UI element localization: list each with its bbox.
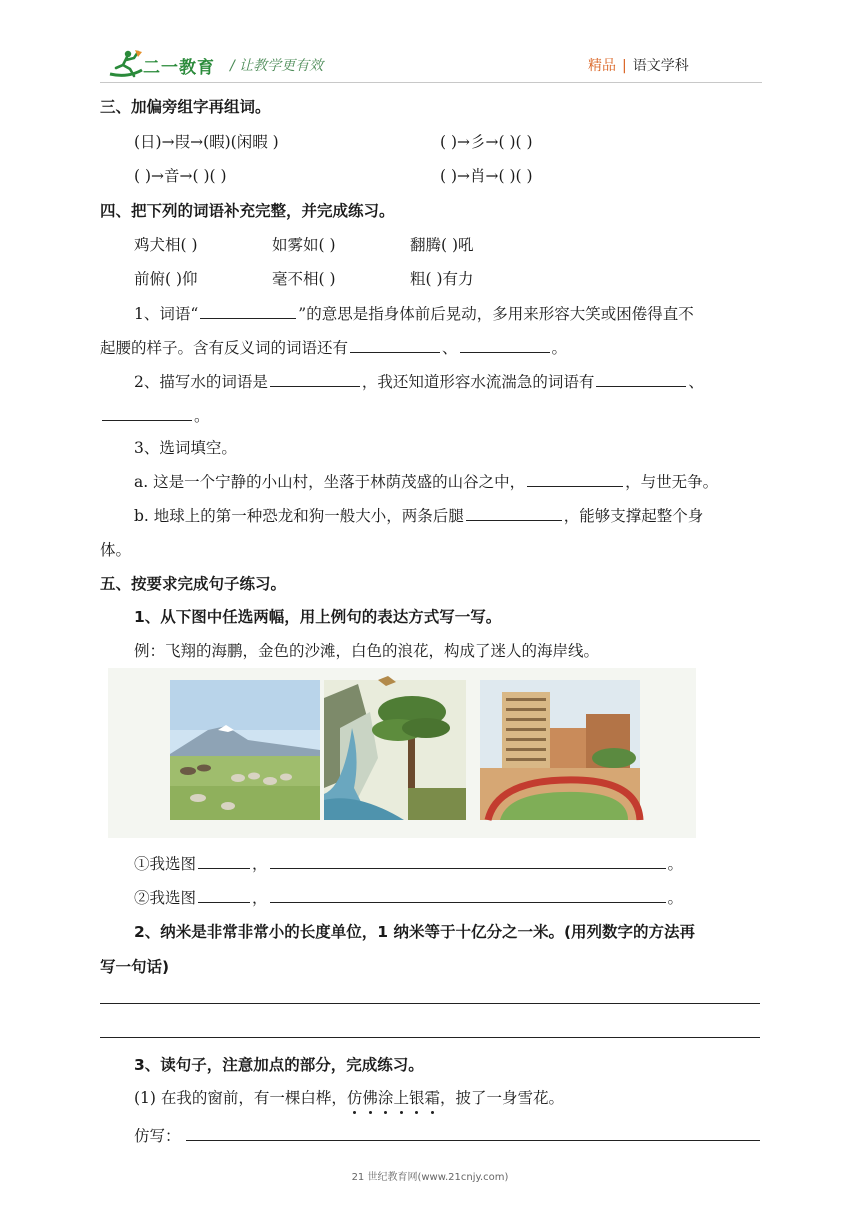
sentence-1 [134, 1086, 564, 1108]
answer-blank[interactable] [270, 887, 666, 904]
waterfall-picture [324, 676, 466, 820]
answer-blank[interactable] [198, 853, 250, 870]
section3-row2-right: ( )→肖→( )( ) [440, 167, 533, 185]
q4-3b-text: b. 地球上的第一种恐龙和狗一般大小，两条后腿 [134, 507, 464, 525]
word-item: 如雾如( ) [272, 236, 336, 254]
q4-1-prefix: 1、词语“ [134, 305, 199, 323]
answer-blank[interactable] [460, 337, 550, 354]
answer-blank[interactable] [596, 371, 686, 388]
choice2-period: 。 [667, 889, 684, 907]
subject-label: 语文学科 [632, 58, 689, 74]
q4-3a-end: ，与世无争。 [625, 473, 719, 491]
sentence-1-end: ，披了一身雪花。 [439, 1089, 564, 1107]
brand-name: 二一教育 [143, 58, 215, 78]
dotted-char: 银 [409, 1086, 425, 1108]
brand-slogan: / 让教学更有效 [230, 58, 324, 74]
dotted-char: 霜 [424, 1086, 440, 1108]
q4-1-text2: 起腰的样子。含有反义词的词语还有 [100, 339, 349, 357]
word-item: 毫不相( ) [272, 270, 336, 288]
section3-row1-right: ( )→彡→( )( ) [440, 133, 533, 151]
picture-strip [108, 668, 696, 838]
choice-row-1 [134, 852, 683, 874]
header-rule [100, 82, 762, 83]
q4-1-text: ”的意思是指身体前后晃动，多用来形容大笑或困倦得直不 [298, 305, 694, 323]
answer-blank[interactable] [466, 505, 562, 522]
answer-blank[interactable] [200, 303, 296, 320]
school-picture [480, 680, 640, 820]
word-item: 翻腾( )吼 [410, 236, 474, 254]
imitate-label: 仿写： [134, 1127, 181, 1145]
section4-title: 四、把下列的词语补充完整，并完成练习。 [100, 202, 395, 220]
page-header [0, 0, 860, 90]
choice2-comma: ， [252, 889, 268, 907]
q4-1-end: 。 [551, 339, 568, 357]
question-4-2 [134, 370, 704, 392]
header-divider: | [622, 58, 627, 74]
question-5-3: 3、读句子，注意加点的部分，完成练习。 [134, 1056, 424, 1074]
question-4-2-cont [100, 404, 210, 426]
q4-2-end: 。 [194, 407, 210, 425]
page-footer: 21 世纪教育网(www.21cnjy.com) [351, 1172, 509, 1183]
section5-title: 五、按要求完成句子练习。 [100, 575, 287, 593]
word-item: 粗( )有力 [410, 270, 474, 288]
question-4-3b [134, 504, 703, 526]
dotted-char: 上 [393, 1086, 409, 1108]
answer-blank[interactable] [270, 371, 360, 388]
word-item: 前俯( )仰 [134, 270, 198, 288]
q4-1-sep: 、 [442, 339, 458, 357]
quality-label: 精品 [588, 58, 616, 74]
section3-row1-left: (日)→叚→(暇)(闲暇 ) [134, 133, 279, 151]
q4-2-sep: 、 [688, 373, 704, 391]
imitate-answer-line[interactable] [186, 1140, 760, 1141]
answer-blank[interactable] [527, 471, 623, 488]
q4-3b-text2: ，能够支撑起整个身 [563, 507, 704, 525]
q4-2-prefix: 2、描写水的词语是 [134, 373, 268, 391]
dotted-char: 仿 [347, 1086, 363, 1108]
choice1-label: ①我选图 [134, 855, 197, 873]
answer-blank[interactable] [270, 853, 666, 870]
question-4-3b-cont: 体。 [100, 541, 132, 559]
question-5-1: 1、从下图中任选两幅，用上例句的表达方式写一写。 [134, 608, 502, 626]
answer-blank[interactable] [198, 887, 250, 904]
question-5-2: 2、纳米是非常非常小的长度单位，1 纳米等于十亿分之一米。(用列数字的方法再 [134, 923, 696, 941]
example-sentence: 例：飞翔的海鹏，金色的沙滩，白色的浪花，构成了迷人的海岸线。 [134, 642, 600, 660]
section3-title: 三、加偏旁组字再组词。 [100, 98, 271, 116]
question-4-3a [134, 470, 718, 492]
choice1-period: 。 [667, 855, 684, 873]
question-4-3: 3、选词填空。 [134, 439, 237, 457]
q4-2-text: ，我还知道形容水流湍急的词语有 [361, 373, 595, 391]
grassland-picture [170, 680, 320, 820]
section3-row2-left: ( )→音→( )( ) [134, 167, 227, 185]
dotted-char: 佛 [362, 1086, 378, 1108]
answer-blank[interactable] [350, 337, 440, 354]
choice1-comma: ， [252, 855, 268, 873]
question-5-2-cont: 写一句话) [100, 958, 170, 976]
q4-3a-text: a. 这是一个宁静的小山村，坐落于林荫茂盛的山谷之中， [134, 473, 526, 491]
dotted-char: 涂 [378, 1086, 394, 1108]
word-item: 鸡犬相( ) [134, 236, 198, 254]
choice-row-2 [134, 886, 683, 908]
sentence-1-start: (1) 在我的窗前，有一棵白桦， [134, 1089, 347, 1107]
choice2-label: ②我选图 [134, 889, 197, 907]
answer-line[interactable] [100, 1037, 760, 1038]
header-subject [588, 55, 689, 75]
landscape-images [108, 668, 696, 838]
question-4-1-cont [100, 336, 567, 358]
answer-blank[interactable] [102, 405, 192, 422]
answer-line[interactable] [100, 1003, 760, 1004]
question-4-1 [134, 302, 694, 324]
